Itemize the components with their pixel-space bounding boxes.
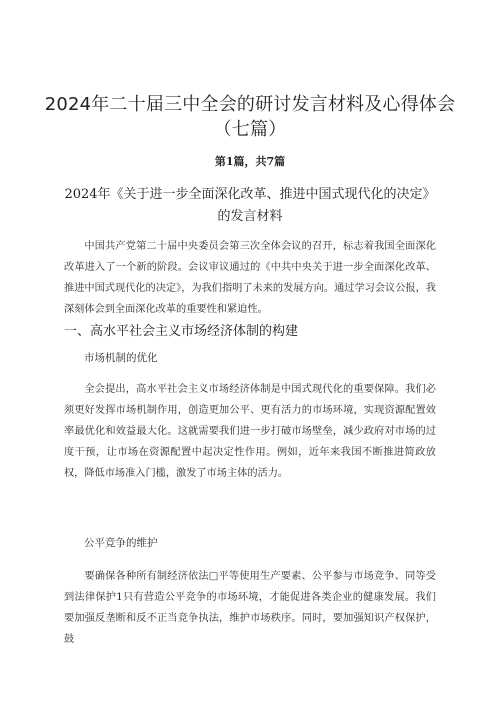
body-paragraph: 要确保各种所有制经济依法□平等使用生产要素、公平参与市场竞争、同等受到法律保护1只有营造公平竞争的市场环境，才能促进各类企业的健康发展。我们要加强反垄断和反不正当竞争执法，维护市场秩序。同时，要加强知识产权保护，鼓 xyxy=(64,571,436,645)
section-heading: 一、高水平社会主义市场经济体制的构建 xyxy=(64,324,299,339)
body-paragraph: 全会提出，高水平社会主义市场经济体制是中国式现代化的重要保障。我们必须更好发挥市场机制作用，创造更加公平、更有活力的市场环境，实现资源配置效率最优化和效益最大化。这就需要我们进一步打破市场壁垒，减少政府对市场的过度干预，让市场在资源配置中起决定性作用。例如，近年来我国不断推进简政放权，降低市场准入门槛，激发了市场主体的活力。 xyxy=(64,384,436,479)
part-label: 第1篇，共7篇 xyxy=(214,155,286,168)
intro-paragraph: 中国共产党第二十届中央委员会第三次全体会议的召开，标志着我国全面深化改革进入了一个新的阶段。会议审议通过的《中共中央关于进一步全面深化改革、推进中国式现代化的决定》，为我们指明了未来的发展方向。通过学习会议公报，我深刻体会到全面深化改革的重要性和紧迫性。 xyxy=(64,241,436,315)
document-title: 2024年二十届三中全会的研讨发言材料及心得体会（七篇） xyxy=(44,94,456,140)
subsection-heading: 公平竞争的维护 xyxy=(84,537,158,549)
subsection-heading: 市场机制的优化 xyxy=(84,352,158,364)
document-subtitle: 2024年《关于进一步全面深化改革、推进中国式现代化的决定》的发言材料 xyxy=(64,187,436,224)
